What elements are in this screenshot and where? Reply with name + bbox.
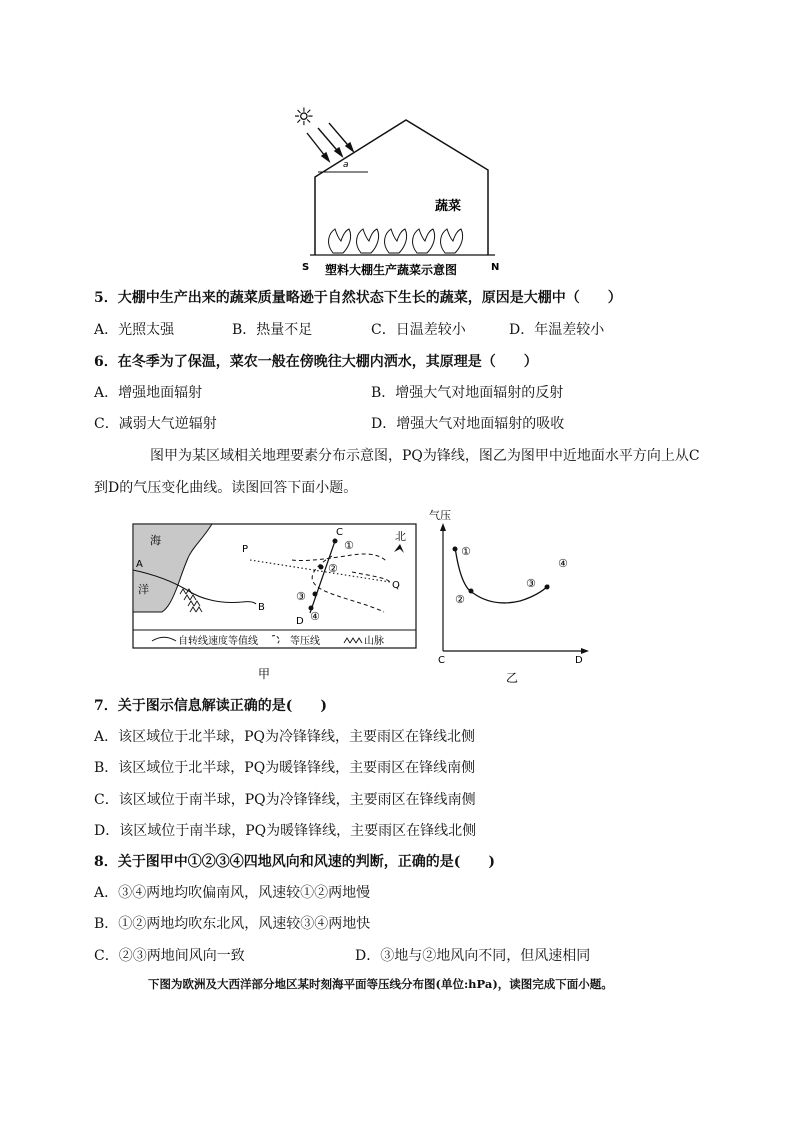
point-d-label: D [296, 616, 304, 627]
q8-option-a: A．③④两地均吹偏南风，风速较①②两地慢 [94, 885, 371, 901]
curve-point-4-label: ④ [558, 557, 568, 570]
pressure-curve-chart [425, 505, 595, 685]
q7-option-c: C．该区域位于南半球，PQ为冷锋锋线，主要雨区在锋线南侧 [94, 792, 476, 808]
question-6-stem: 6．在冬季为了保温，菜农一般在傍晚往大棚内洒水，其原理是（ ） [94, 354, 538, 370]
sea-label: 海 [150, 534, 161, 547]
figure-yi [425, 505, 595, 685]
point-a-label: A [136, 559, 143, 570]
curve-point-2-label: ② [455, 593, 465, 606]
site-2-label: ② [328, 562, 338, 575]
vegetables [329, 229, 463, 253]
curve-point-1-label: ① [461, 545, 471, 558]
q7-option-d: D．该区域位于南半球，PQ为暖锋锋线，主要雨区在锋线北侧 [94, 823, 477, 839]
figure1-caption: 塑料大棚生产蔬菜示意图 [325, 263, 458, 277]
legend-mountain: 山脉 [364, 636, 384, 647]
south-label: S [302, 262, 310, 273]
curve-point-3-label: ③ [526, 577, 536, 590]
intro-paragraph-line2: 到D的气压变化曲线。读图回答下面小题。 [94, 480, 358, 496]
y-axis-label: 气压 [429, 509, 451, 522]
greenhouse-diagram [285, 95, 515, 280]
q8-option-c: C．②③两地间风向一致 [94, 948, 245, 964]
legend-rotation-speed: 自转线速度等值线 [178, 636, 258, 647]
q5-option-b: B．热量不足 [232, 322, 313, 338]
north-label: N [491, 262, 500, 273]
figure-jia-caption: 甲 [258, 667, 271, 681]
intro-paragraph-line1: 图甲为某区域相关地理要素分布示意图，PQ为锋线，图乙为图甲中近地面水平方向上从C [150, 448, 700, 464]
question-8-stem: 8．关于图甲中①②③④四地风向和风速的判断，正确的是( ) [94, 854, 495, 870]
q6-option-b: B．增强大气对地面辐射的反射 [371, 385, 564, 401]
intro-paragraph-2: 下图为欧洲及大西洋部分地区某时刻海平面等压线分布图(单位:hPa)，读图完成下面小题。 [148, 977, 613, 991]
angle-label: a [343, 160, 349, 170]
ocean-label: 洋 [138, 583, 149, 596]
crop-label: 蔬菜 [435, 199, 462, 214]
q6-option-c: C．减弱大气逆辐射 [94, 416, 217, 432]
site-1-label: ① [344, 539, 354, 552]
q5-option-a: A．光照太强 [94, 322, 175, 338]
q5-option-c: C．日温差较小 [371, 322, 466, 338]
x-axis-end-label: D [575, 655, 583, 666]
point-b-label: B [258, 602, 265, 613]
q6-option-a: A．增强地面辐射 [94, 385, 203, 401]
q6-option-d: D．增强大气对地面辐射的吸收 [371, 416, 565, 432]
point-p-label: P [242, 544, 249, 555]
sun-icon: ☼ [293, 103, 315, 131]
north-arrow-label: 北 [395, 530, 406, 543]
question-5-stem: 5．大棚中生产出来的蔬菜质量略逊于自然状态下生长的蔬菜，原因是大棚中（ ） [94, 290, 622, 306]
site-4-label: ④ [310, 610, 320, 623]
legend-isobar: 等压线 [290, 636, 320, 647]
q8-option-b: B．①②两地均吹东北风，风速较③④两地快 [94, 916, 371, 932]
figure-jia [132, 520, 417, 685]
q7-option-b: B．该区域位于北半球，PQ为暖锋锋线，主要雨区在锋线南侧 [94, 760, 476, 776]
greenhouse-figure [285, 95, 515, 280]
point-c-label: C [336, 527, 343, 538]
q5-option-d: D．年温差较小 [509, 322, 605, 338]
question-7-stem: 7．关于图示信息解读正确的是( ) [94, 698, 327, 714]
figure-jia-map [132, 520, 417, 685]
q8-option-d: D．③地与②地风向不同，但风速相同 [355, 948, 591, 964]
q7-option-a: A．该区域位于北半球，PQ为冷锋锋线，主要雨区在锋线北侧 [94, 729, 476, 745]
x-axis-start-label: C [438, 655, 445, 666]
figure-yi-caption: 乙 [506, 671, 519, 685]
point-q-label: Q [392, 580, 400, 591]
site-3-label: ③ [296, 590, 306, 603]
